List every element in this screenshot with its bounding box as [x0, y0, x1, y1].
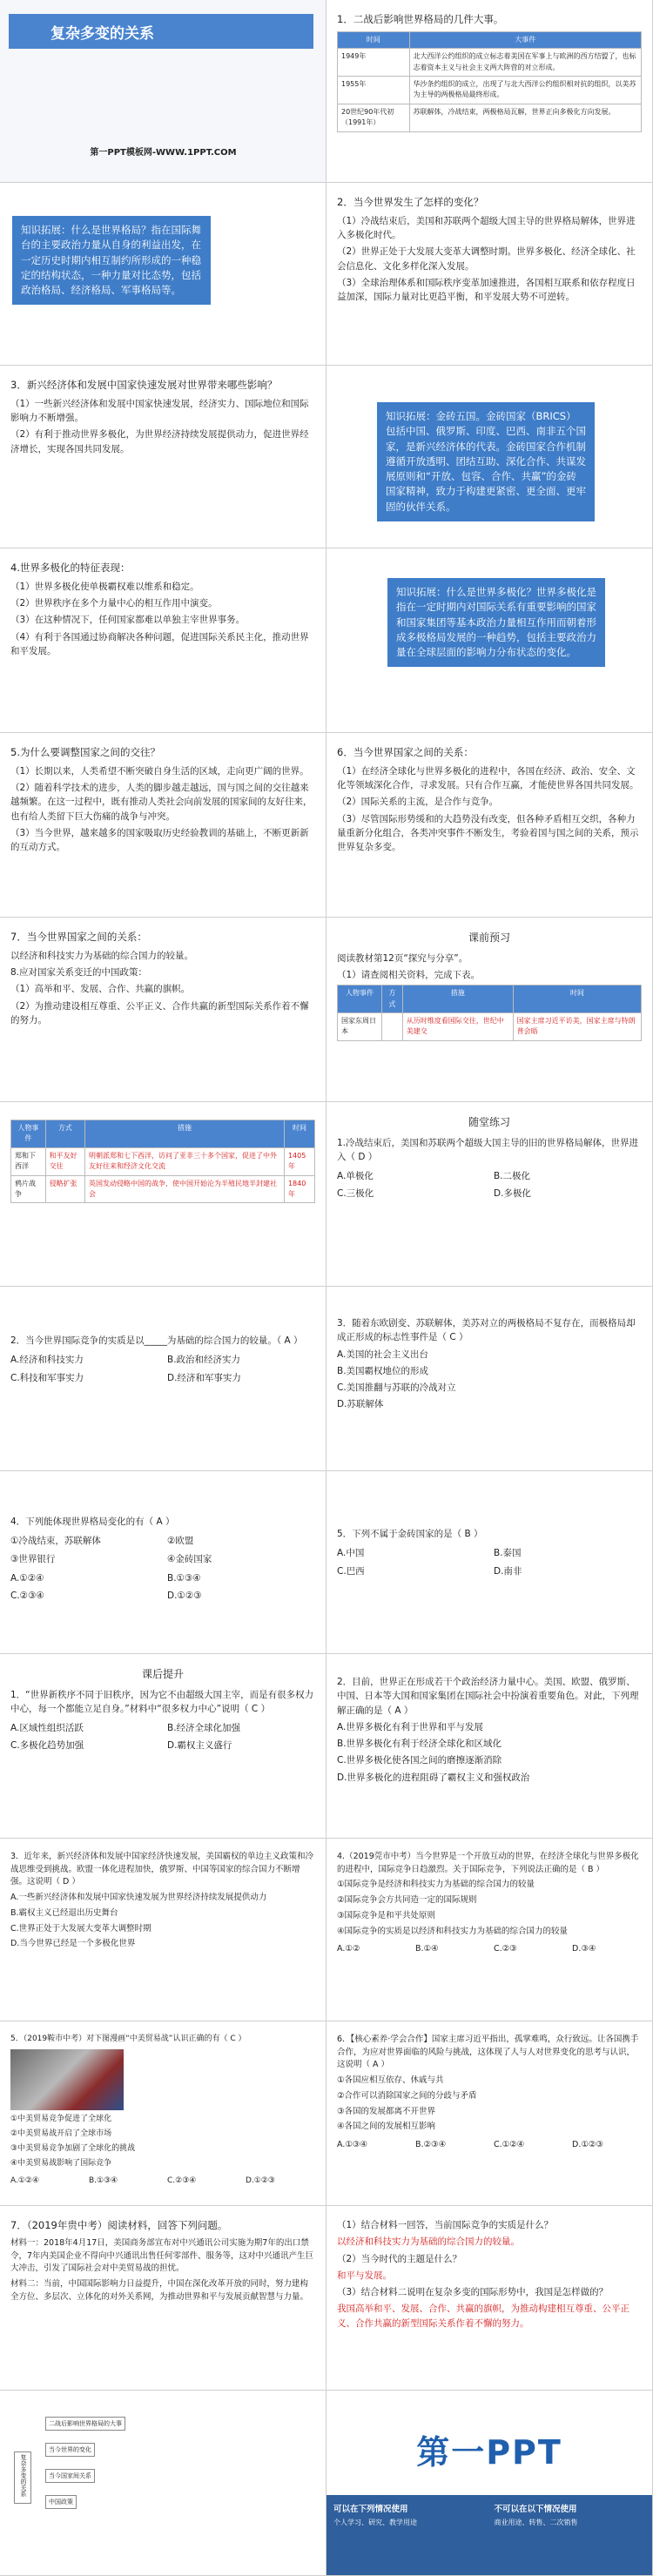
- slide-practice-2[interactable]: [0, 1287, 326, 1471]
- slide-cover[interactable]: [0, 0, 326, 183]
- row-12: [0, 2021, 653, 2206]
- slide-multipolar-def[interactable]: [326, 548, 653, 733]
- option-c[interactable]: C.①②④: [494, 2140, 525, 2150]
- option-a[interactable]: A.①②: [337, 1944, 360, 1954]
- option-a[interactable]: A.①②④: [10, 2176, 40, 2185]
- relations-heading: 6．当今世界国家之间的关系：: [337, 746, 474, 758]
- option-b[interactable]: B.美国霸权地位的形成: [337, 1365, 429, 1376]
- brand-logo: 第一PPT: [416, 2433, 562, 2472]
- option-d[interactable]: D.多极化: [494, 1188, 531, 1200]
- row-1: [0, 0, 653, 183]
- events-table: [337, 31, 642, 132]
- option-b[interactable]: B.泰国: [494, 1548, 522, 1559]
- preview-heading: 课前预习: [468, 932, 510, 944]
- slide-world-change[interactable]: 2．当今世界发生了怎样的变化？ （1）冷战结束后，美国和苏联两个超级大国主导的世界格局解体，世界进入多极化时代。 （2）世界正处于大发展大变革大调整时期。世界多极化、经济全球化、社会信息化、文化多样化深入发展。 （3）全球治理体系和国际秩序变革加速推进，各国相互联系和依存程度日益加深，国际力量对比更趋平衡，和平发展大势不可逆转。: [326, 183, 653, 366]
- option-a[interactable]: A.一些新兴经济体和发展中国家快速发展为世界经济持续发展提供动力: [10, 1893, 267, 1903]
- mind-node: 当今国家间关系: [45, 2469, 95, 2483]
- material-heading: 7．（2019年贵中考）阅读材料，回答下列问题。: [10, 2219, 228, 2231]
- trade-war-cartoon: [10, 2049, 124, 2110]
- after-heading: 课后提升: [141, 1668, 184, 1680]
- question-text: 3．随着东欧剧变、苏联解体，美苏对立的两极格局不复存在，而极格局却成正形成的标志性事件是（ C ）: [337, 1318, 636, 1343]
- option-c[interactable]: C.②③: [494, 1944, 517, 1954]
- option-b[interactable]: B.①③④: [89, 2176, 118, 2185]
- row-9: [0, 1471, 653, 1654]
- table-row: 1949年 北大西洋公约组织的成立标志着美国在军事上与欧洲的西方结盟了，也标志着资本主义与社会主义两大阵营的对立形成。: [338, 49, 642, 77]
- question-text: 3．近年来，新兴经济体和发展中国家经济快速发展，美国霸权的单边主义政策和冷战思维受到挑战。欧盟一体化进程加快，俄罗斯、中国等国家的综合国力不断增强。这说明（ D ）: [10, 1852, 314, 1887]
- option-b[interactable]: B.①④: [415, 1944, 439, 1954]
- row-3: [0, 366, 653, 548]
- multipolar-box: 知识拓展：什么是世界多极化？世界多极化是指在一定时期内对国际关系有重要影响的国家和国家集团等基本政治力量相互作用而朝着形成多极格局发展的一种趋势，包括主要政治力量在全球层面的影响力分布状态的变化。: [387, 578, 605, 667]
- slide-preview[interactable]: 课前预习 阅读教材第12页“探究与分享”。 （1）请查阅相关资料，完成下表。 人物事件 方式 措施 时间 国家东周日本 从历时维度看国际交往，世纪中美建交 国家主席习近平访美，国家主席与特朗普会晤: [326, 918, 653, 1102]
- slide-brics[interactable]: [326, 366, 653, 548]
- option-b[interactable]: B.二极化: [494, 1171, 531, 1182]
- slide-relations[interactable]: 6．当今世界国家之间的关系： （1）在经济全球化与世界多极化的进程中，各国在经济、政治、安全、文化等领域深化合作，寻求发展。只有合作互赢，才能使世界各国共同发展。 （2）国际关系的主流，是合作与竞争。 （3）尽管国际形势缓和的大趋势没有改变，但各种矛盾相互交织，各种力量重新分化组合，各类冲突事件不断发生，考验着国与国之间的关系，预示世界复杂多变。: [326, 733, 653, 918]
- option-d[interactable]: D.经济和军事实力: [167, 1372, 241, 1383]
- slide-policy[interactable]: 7．当今世界国家之间的关系： 以经济和科技实力为基础的综合国力的较量。 8.应对国家关系变迁的中国政策： （1）高举和平、发展、合作、共赢的旗帜。 （2）为推动建设相互尊重、公平正义、合作共赢的新型国际关系作着不懈的努力。: [0, 918, 326, 1102]
- slide-practice-4[interactable]: [0, 1471, 326, 1654]
- question-text: 4．下列能体现世界格局变化的有（ A ）: [10, 1517, 175, 1527]
- col-year: 时间: [338, 31, 410, 48]
- option-b[interactable]: B.霸权主义已经退出历史舞台: [10, 1907, 118, 1918]
- options: [337, 1169, 642, 1201]
- slide-material[interactable]: 7．（2019年贵中考）阅读材料，回答下列问题。 材料一：2018年4月17日，美国商务部宣布对中兴通讯公司实施为期7年的出口禁令，7年内美国企业不得向中兴通讯出售任何零部件、服务等，这对中兴通讯产生巨大冲击，引发了国际社会对中美贸易战的担忧。 材料二：当前，中国国际影响力日益提升，中国在深化改革开放的同时，努力建构全方位、多层次、立体化的对外关系网，为推动世界和平与发展贡献智慧与力量。: [0, 2206, 326, 2391]
- question-text: 6．【核心素养·学会合作】国家主席习近平指出，孤掌难鸣，众行致远。让各国携手合作，为应对世界面临的风险与挑战，这体现了人与人对世界变化的思考与认识，这说明（ A ）: [337, 2035, 639, 2070]
- option-b[interactable]: B.①③④: [167, 1572, 201, 1584]
- option-c[interactable]: C.世界正处于大发展大变革大调整时期: [10, 1923, 151, 1934]
- cover-site: 第一PPT模板网-WWW.1PPT.COM: [90, 148, 237, 158]
- option-c[interactable]: C.三极化: [337, 1188, 374, 1200]
- option-d[interactable]: D.世界多极化的进程阻碍了霸权主义和强权政治: [337, 1772, 530, 1783]
- option-a[interactable]: A.①②④: [10, 1572, 44, 1584]
- slide-emerging[interactable]: 3．新兴经济体和发展中国家快速发展对世界带来哪些影响？ （1）一些新兴经济体和发展中国家快速发展，经济实力、国际地位和国际影响力不断增强。 （2）有利于推动世界多极化，为世界经济持续发展提供动力，促进世界经济增长，实现各国共同发展。: [0, 366, 326, 548]
- cover-title: 复杂多变的关系: [9, 14, 313, 49]
- mind-root: 复杂多变的关系: [14, 2452, 31, 2504]
- options: [10, 1353, 315, 1385]
- knowledge-box: 知识拓展：什么是世界格局？指在国际舞台的主要政治力量从自身的利益出发，在一定历史时期内相互制约所形成的一种稳定的结构状态，一种力量对比态势，包括政治格局、经济格局、军事格局等。: [12, 216, 211, 305]
- row-2: [0, 183, 653, 366]
- table-row: 20世纪90年代初（1991年） 苏联解体，冷战结束，两极格局瓦解，世界正向多极化方向发展。: [338, 104, 642, 131]
- question-text: 5．下列不属于金砖国家的是（ B ）: [337, 1529, 483, 1539]
- option-b[interactable]: B.经济全球化加强: [167, 1723, 241, 1734]
- slide-after-4[interactable]: 4.（2019莞市中考）当今世界是一个开放互动的世界，在经济全球化与世界多极化的进程中，国际竞争日趋激烈。关于国际竞争，下列说法正确的是（ B ） ①国际竞争是经济和科技实力为基础的综合国力的较量 ②国际竞争会方共同造一定的国际规则 ③国际竞争是和平共处原则 ④国际竞争的实质是以经济和科技实力为基础的综合国力的较量 A.①② B.①④ C.②③ D.③④: [326, 1839, 653, 2021]
- option-d[interactable]: D.苏联解体: [337, 1399, 384, 1410]
- slide-material-answers[interactable]: （1）结合材料一回答，当前国际竞争的实质是什么？ 以经济和科技实力为基础的综合国力的较量。 （2）当今时代的主题是什么？ 和平与发展。 （3）结合材料二说明在复杂多变的国际形势中，我国是怎样做的？ 我国高举和平、发展、合作、共赢的旗帜，为推动构建相互尊重、公平正义、合作共赢的新型国际关系作着不懈的努力。: [326, 2206, 653, 2391]
- slide-history-table[interactable]: [0, 1102, 326, 1287]
- slide-after-5[interactable]: 5．（2019鞍市中考）对下图漫画“中美贸易战”认识正确的有（ C ） ①中美贸易竞争促进了全球化 ②中美贸易战开启了全球市场 ③中美贸易竞争加剧了全球化的挑战 ④中美贸易战影响了国际竞争 A.①②④ B.①③④ C.②③④ D.①②③: [0, 2021, 326, 2206]
- question-text: 2．当今世界国际竞争的实质是以_____为基础的综合国力的较量。（ A ）: [10, 1335, 303, 1346]
- question-text: 1．“世界新秩序不同于旧秩序，因为它不由超级大国主宰，而是有很多权力中心，每一个都能立足自身。”材料中“很多权力中心”说明（ C ）: [10, 1689, 314, 1714]
- option-c[interactable]: C.巴西: [337, 1565, 365, 1577]
- options: [337, 1546, 642, 1578]
- option-b[interactable]: B.②③④: [415, 2140, 447, 2150]
- table-row: 1955年 华沙条约组织的成立，出现了与北大西洋公约组织相对抗的组织，以美苏为主导的两极格局最终形成。: [338, 76, 642, 104]
- answer-2: 和平与发展。: [337, 2270, 392, 2281]
- answer-3: 我国高举和平、发展、合作、共赢的旗帜，为推动构建相互尊重、公平正义、合作共赢的新型国际关系作着不懈的努力。: [337, 2304, 629, 2329]
- slide-practice-5[interactable]: [326, 1471, 653, 1654]
- option-d[interactable]: D.霸权主义盛行: [167, 1740, 232, 1752]
- slide-after-1[interactable]: [0, 1654, 326, 1839]
- option-b[interactable]: B.世界多极化有利于经济全球化和区域化: [337, 1739, 502, 1750]
- slide-practice-1[interactable]: [326, 1102, 653, 1287]
- question-text: 5．（2019鞍市中考）对下图漫画“中美贸易战”认识正确的有（ C ）: [10, 2035, 246, 2043]
- question-text: 1.冷战结束后，美国和苏联两个超级大国主导的旧的世界格局解体，世界进入（ D ）: [337, 1137, 639, 1162]
- options: [10, 1721, 315, 1753]
- option-d[interactable]: D.①②③: [167, 1591, 202, 1602]
- table-row: 鸦片战争 侵略扩张 英国发动侵略中国的战争，使中国开始沦为半殖民地半封建社会 1840年: [11, 1175, 315, 1203]
- option-c[interactable]: C.②③④: [10, 1591, 44, 1602]
- row-10: [0, 1654, 653, 1839]
- option-c[interactable]: C.多极化趋势加强: [10, 1740, 84, 1752]
- option-d[interactable]: D.①②③: [246, 2176, 275, 2185]
- option-a[interactable]: A.美国的社会主义出台: [337, 1349, 428, 1360]
- row-14: [0, 2391, 653, 2576]
- slide-after-6[interactable]: 6．【核心素养·学会合作】国家主席习近平指出，孤掌难鸣，众行致远。让各国携手合作，为应对世界面临的风险与挑战，这体现了人与人对世界变化的思考与认识，这说明（ A ） ①各国应相互依存、休戚与共 ②合作可以消除国家之间的分歧与矛盾 ③各国的发展都离不开世界 ④各国之间的发展相互影响 A.①③④ B.②③④ C.①②④ D.①②③: [326, 2021, 653, 2206]
- option-a[interactable]: A.经济和科技实力: [10, 1355, 84, 1366]
- mind-map: [14, 2417, 310, 2504]
- option-c[interactable]: C.世界多极化使各国之间的磨擦逐渐消除: [337, 1755, 502, 1766]
- row-6: [0, 918, 653, 1102]
- option-d[interactable]: D.南非: [494, 1565, 522, 1577]
- mind-node: 当今世界的变化: [45, 2443, 95, 2457]
- row-7: [0, 1102, 653, 1287]
- slide-after-2[interactable]: [326, 1654, 653, 1839]
- question-text: 2．目前，世界正在形成若干个政治经济力量中心。美国、欧盟、俄罗斯、中国、日本等大国和国家集团在国际社会中扮演着重要角色。对此，下列理解正确的是（ A ）: [337, 1677, 639, 1716]
- option-a[interactable]: A.区域性组织活跃: [10, 1723, 84, 1734]
- policy-heading: 7．当今世界国家之间的关系：: [10, 931, 147, 943]
- slide-why-adjust[interactable]: 5.为什么要调整国家之间的交往？ （1）长期以来，人类希望不断突破自身生活的区域，走向更广阔的世界。 （2）随着科学技术的进步，人类的脚步越走越远，国与国之间的交往越来越频繁。在这一过程中，既有推动人类社会向前发展的国家间的友好往来，也有给人类留下巨大伤痛的战争与冲突。 （3）当今世界，越来越多的国家吸取历史经验教训的基础上，不断更新新的互动方式。: [0, 733, 326, 918]
- row-4: [0, 548, 653, 733]
- option-a[interactable]: A.世界多极化有利于世界和平与发展: [337, 1721, 483, 1732]
- emerging-heading: 3．新兴经济体和发展中国家快速发展对世界带来哪些影响？: [10, 379, 278, 391]
- row-11: [0, 1839, 653, 2021]
- mind-node: 二战后影响世界格局的大事: [45, 2417, 125, 2431]
- option-d[interactable]: D.③④: [572, 1944, 596, 1954]
- slide-events[interactable]: [326, 0, 653, 183]
- option-d[interactable]: D.当今世界已经是一个多极化世界: [10, 1939, 136, 1949]
- slide-end[interactable]: [326, 2391, 653, 2576]
- col-event: 大事件: [409, 31, 641, 48]
- row-5: [0, 733, 653, 918]
- change-heading: 2．当今世界发生了怎样的变化？: [337, 196, 484, 208]
- practice-heading: 随堂练习: [468, 1116, 510, 1128]
- answer-1: 以经济和科技实力为基础的综合国力的较量。: [337, 2236, 520, 2248]
- question-text: 4.（2019莞市中考）当今世界是一个开放互动的世界，在经济全球化与世界多极化的进程中，国际竞争日趋激烈。关于国际竞争，下列说法正确的是（ B ）: [337, 1852, 639, 1874]
- options: [10, 2176, 315, 2188]
- option-d[interactable]: D.①②③: [572, 2140, 603, 2150]
- slide-knowledge-pattern[interactable]: [0, 183, 326, 366]
- statements: ①冷战结束，苏联解体 ②欧盟 ③世界银行 ④金砖国家: [10, 1536, 212, 1564]
- slide-after-3[interactable]: [0, 1839, 326, 2021]
- table-row: 国家东周日本 从历时维度看国际交往，世纪中美建交 国家主席习近平访美，国家主席与特朗普会晤: [338, 1012, 642, 1040]
- slide-practice-3[interactable]: [326, 1287, 653, 1471]
- options: [337, 2139, 642, 2152]
- brics-box: 知识拓展：金砖五国。金砖国家（BRICS）包括中国、俄罗斯、印度、巴西、南非五个国家，是新兴经济体的代表。金砖国家合作机制遵循开放透明、团结互助、深化合作、共谋发展原则和“开放、包容、合作、共赢”的金砖国家精神，致力于构建更紧密、更全面、更牢固的伙伴关系。: [377, 402, 595, 521]
- row-13: [0, 2206, 653, 2391]
- option-a[interactable]: A.单极化: [337, 1171, 374, 1182]
- usage-band: 可以在下列情况使用 个人学习、研究、教学用途 不可以在以下情况使用 商业用途、转售、二次销售: [326, 2495, 653, 2575]
- option-c[interactable]: C.科技和军事实力: [10, 1372, 84, 1383]
- slide-multipolar[interactable]: 4.世界多极化的特征表现： （1）世界多极化使单极霸权难以维系和稳定。 （2）世界秩序在多个力量中心的相互作用中演变。 （3）在这种情况下，任何国家都难以单独主宰世界事务。 （4）有利于各国通过协商解决各种问题，促进国际关系民主化，推动世界和平发展。: [0, 548, 326, 733]
- options: [10, 1571, 315, 1604]
- events-heading: 1．二战后影响世界格局的几件大事。: [337, 13, 504, 25]
- option-c[interactable]: C.美国推翻与苏联的冷战对立: [337, 1382, 456, 1394]
- preview-table: 人物事件 方式 措施 时间 国家东周日本 从历时维度看国际交往，世纪中美建交 国家主席习近平访美，国家主席与特朗普会晤: [337, 985, 642, 1041]
- mind-node: 中国政策: [45, 2495, 77, 2509]
- row-8: [0, 1287, 653, 1471]
- table-row: 郑和下西洋 和平友好交往 明朝派郑和七下西洋，访问了亚非三十多个国家，促进了中外友好往来和经济文化交流 1405年: [11, 1147, 315, 1175]
- why-heading: 5.为什么要调整国家之间的交往？: [10, 746, 160, 758]
- option-c[interactable]: C.②③④: [167, 2176, 197, 2185]
- history-table: 人物事件 方式 措施 时间 郑和下西洋 和平友好交往 明朝派郑和七下西洋，访问了亚非三十多个国家，促进了中外友好往来和经济文化交流 1405年 鸦片战争 侵略扩张 英国发动侵略中国的战争，使中国开始沦为半殖民地半封建社会 1840年: [10, 1120, 315, 1203]
- option-a[interactable]: A.①③④: [337, 2140, 367, 2150]
- multipolar-heading: 4.世界多极化的特征表现：: [10, 562, 131, 574]
- slide-mindmap[interactable]: [0, 2391, 326, 2576]
- options: [337, 1943, 642, 1956]
- option-a[interactable]: A.中国: [337, 1548, 365, 1559]
- option-b[interactable]: B.政治和经济实力: [167, 1355, 241, 1366]
